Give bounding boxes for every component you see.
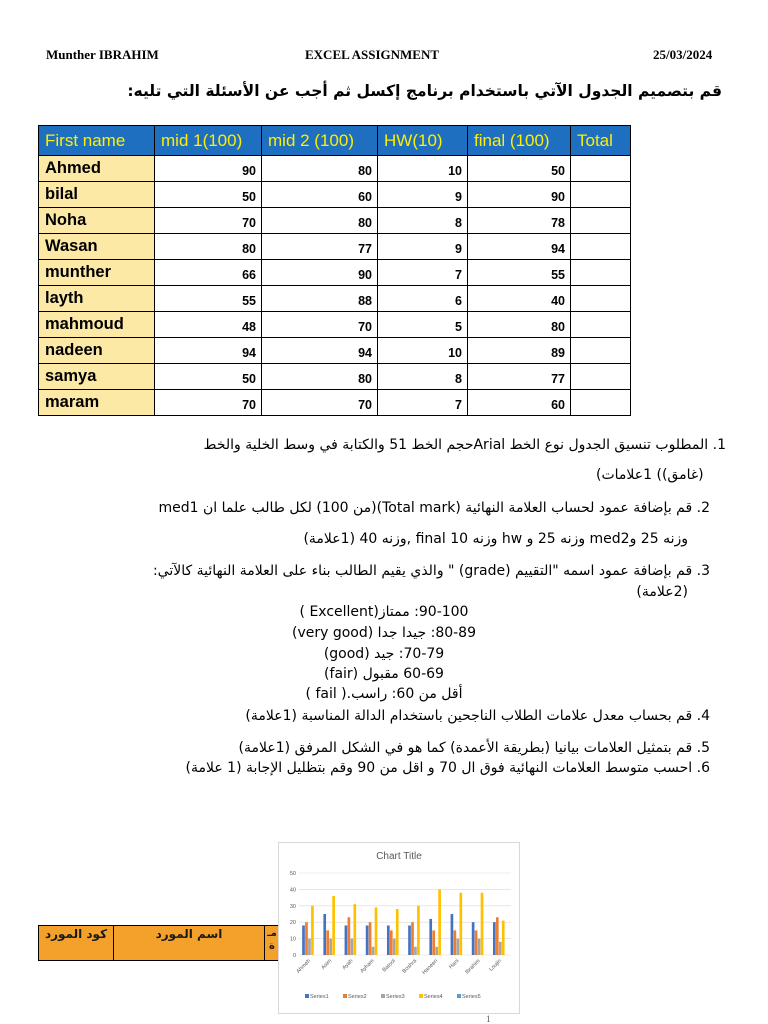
x-tick-label: Boshra	[401, 958, 419, 975]
bar	[459, 893, 462, 955]
mid1-cell: 94	[155, 338, 262, 364]
legend-entry: Series2	[348, 994, 367, 1000]
x-tick-label: Ayah	[341, 958, 355, 972]
final-cell: 60	[468, 390, 571, 416]
legend-swatch	[381, 994, 385, 998]
question-1-line-2	[46, 467, 726, 487]
bar	[481, 893, 484, 955]
mid2-cell: 80	[262, 208, 378, 234]
bar	[472, 922, 475, 955]
bar	[390, 930, 393, 955]
total-cell	[571, 182, 631, 208]
name-cell: mahmoud	[39, 312, 155, 338]
x-tick-label: Ibrahim	[464, 958, 482, 976]
mid2-cell: 70	[262, 390, 378, 416]
question-5: 5. قم بتمثيل العلامات بيانيا (بطريقة الأعمدة) كما هو في الشكل المرفق (1علامة)	[238, 740, 710, 756]
x-tick-label: Hani	[448, 958, 461, 971]
bar	[502, 921, 505, 955]
legend-entry: Series4	[424, 994, 443, 1000]
mid2-cell: 94	[262, 338, 378, 364]
y-tick-label: 10	[289, 936, 296, 943]
question-6: 6. احسب متوسط العلامات النهائية فوق ال 70 و اقل من 90 وقم بتظليل الإجابة (1 علامة)	[185, 760, 710, 776]
bar	[499, 942, 502, 955]
bar	[302, 925, 305, 955]
hw-cell: 9	[378, 182, 468, 208]
mid2-cell: 80	[262, 364, 378, 390]
legend-swatch	[457, 994, 461, 998]
legend-swatch	[305, 994, 309, 998]
total-cell	[571, 338, 631, 364]
col-header: final (100)	[468, 126, 571, 156]
bar	[345, 925, 348, 955]
legend-entry: Series1	[310, 994, 329, 1000]
bar	[311, 906, 314, 955]
bar	[411, 922, 414, 955]
hw-cell: 8	[378, 364, 468, 390]
final-cell: 50	[468, 156, 571, 182]
table-row	[39, 286, 631, 312]
total-cell	[571, 312, 631, 338]
table-row	[39, 208, 631, 234]
mid1-cell: 50	[155, 364, 262, 390]
name-cell: samya	[39, 364, 155, 390]
bar	[417, 906, 420, 955]
question-1-marks: (غامق)) 1علامات)	[596, 467, 704, 483]
page-title: قم بتصميم الجدول الآتي باستخدام برنامج إكسل ثم أجب عن الأسئلة التي تليه:	[127, 82, 722, 100]
grade-scale-item: 60-69 مقبول (fair)	[324, 666, 444, 682]
grade-scale-item: 90-100: ممتاز(Excellent )	[299, 604, 469, 620]
bar	[353, 904, 356, 955]
mid2-cell: 77	[262, 234, 378, 260]
final-cell: 78	[468, 208, 571, 234]
final-cell: 40	[468, 286, 571, 312]
table-row	[39, 234, 631, 260]
question-4: 4. قم بحساب معدل علامات الطلاب الناجحين باستخدام الدالة المناسبة (1علامة)	[245, 708, 710, 724]
table-row	[39, 156, 631, 182]
mid2-cell: 88	[262, 286, 378, 312]
bar	[369, 922, 372, 955]
x-tick-label: Asim	[320, 958, 334, 972]
supplier-code-header: كود المورد	[39, 926, 114, 961]
bar	[305, 922, 308, 955]
x-tick-label: Loujin	[488, 958, 503, 973]
legend-entry: Series3	[386, 994, 405, 1000]
table-header-row	[39, 126, 631, 156]
x-tick-label: Haneen	[421, 958, 440, 977]
hw-cell: 5	[378, 312, 468, 338]
final-cell: 94	[468, 234, 571, 260]
mid2-cell: 80	[262, 156, 378, 182]
bar-chart	[279, 843, 519, 1013]
name-cell: bilal	[39, 182, 155, 208]
bar	[496, 917, 499, 955]
col-header: HW(10)	[378, 126, 468, 156]
bar	[375, 907, 378, 955]
x-tick-label: Ahmeh	[295, 958, 313, 975]
y-tick-label: 40	[289, 887, 296, 894]
mid1-cell: 80	[155, 234, 262, 260]
question-2-line-1: 2. قم بإضافة عمود لحساب العلامة النهائية (Total mark)(من 100) لكل طالب علما ان med1	[158, 500, 710, 516]
total-cell	[571, 286, 631, 312]
hw-cell: 10	[378, 156, 468, 182]
bar	[451, 914, 454, 955]
mid1-cell: 50	[155, 182, 262, 208]
question-3-line-1: 3. قم بإضافة عمود اسمه "التقييم (grade) " والذي يقيم الطالب بناء على العلامة النهائية كالآتي:	[152, 563, 710, 579]
name-cell: Ahmed	[39, 156, 155, 182]
bar	[348, 917, 351, 955]
hw-cell: 6	[378, 286, 468, 312]
name-cell: Wasan	[39, 234, 155, 260]
question-3-line-2: (2علامة)	[636, 584, 688, 600]
bar	[396, 909, 399, 955]
question-2-line-2: وزنه 25 وmed2 وزنه 25 و hw وزنه 10 final ,وزنه 40 (1علامة)	[303, 531, 688, 547]
legend-entry: Series5	[462, 994, 481, 1000]
bar	[435, 947, 438, 955]
bar	[372, 947, 375, 955]
col-header: mid 1(100)	[155, 126, 262, 156]
table-row	[39, 182, 631, 208]
total-cell	[571, 364, 631, 390]
col-header: mid 2 (100)	[262, 126, 378, 156]
x-tick-label: Batool	[381, 958, 397, 974]
page-number: 1	[486, 1014, 491, 1024]
final-cell: 80	[468, 312, 571, 338]
bar	[432, 930, 435, 955]
assignment-date: 25/03/2024	[653, 47, 713, 62]
mid2-cell: 60	[262, 182, 378, 208]
mid1-cell: 70	[155, 208, 262, 234]
final-cell: 89	[468, 338, 571, 364]
question-1-line-1: 1. المطلوب تنسيق الجدول نوع الخط Arialحجم الخط 51 والكتابة في وسط الخلية والخط	[203, 437, 726, 453]
bar	[323, 914, 326, 955]
bar	[326, 930, 329, 955]
mid2-cell: 90	[262, 260, 378, 286]
bar	[308, 939, 311, 955]
mid1-cell: 70	[155, 390, 262, 416]
grade-scale-item: 70-79: جيد (good)	[323, 646, 445, 662]
bar	[454, 930, 457, 955]
supplier-name-header: اسم المورد	[114, 926, 265, 961]
mid1-cell: 48	[155, 312, 262, 338]
grade-scale-item: 80-89: جيدا جدا (very good)	[292, 625, 476, 641]
legend-swatch	[419, 994, 423, 998]
bar	[438, 889, 441, 955]
author-name: Munther IBRAHIM	[46, 47, 159, 62]
name-cell: Noha	[39, 208, 155, 234]
name-cell: nadeen	[39, 338, 155, 364]
table-row	[39, 260, 631, 286]
chart-title: Chart Title	[376, 851, 422, 862]
bar	[493, 922, 496, 955]
name-cell: munther	[39, 260, 155, 286]
bar	[393, 939, 396, 955]
bar	[478, 939, 481, 955]
x-tick-label: Ayham	[359, 958, 376, 975]
chart-image	[278, 842, 520, 1014]
bar	[408, 925, 411, 955]
supplier-table	[38, 925, 280, 961]
bar	[332, 896, 335, 955]
total-cell	[571, 390, 631, 416]
hw-cell: 7	[378, 260, 468, 286]
grades-table	[38, 125, 631, 416]
hw-cell: 10	[378, 338, 468, 364]
bar	[414, 947, 417, 955]
bar	[457, 939, 460, 955]
table-row	[39, 390, 631, 416]
table-row	[39, 312, 631, 338]
bar	[387, 925, 390, 955]
name-cell: layth	[39, 286, 155, 312]
bar	[366, 925, 369, 955]
assignment-title: EXCEL ASSIGNMENT	[305, 47, 440, 62]
hw-cell: 9	[378, 234, 468, 260]
y-tick-label: 30	[289, 903, 296, 910]
col-header: First name	[39, 126, 155, 156]
col-header: Total	[571, 126, 631, 156]
name-cell: maram	[39, 390, 155, 416]
mid1-cell: 90	[155, 156, 262, 182]
hw-cell: 8	[378, 208, 468, 234]
mid1-cell: 55	[155, 286, 262, 312]
y-tick-label: 50	[289, 871, 296, 877]
final-cell: 90	[468, 182, 571, 208]
mid1-cell: 66	[155, 260, 262, 286]
bar	[429, 919, 432, 955]
table-row	[39, 364, 631, 390]
total-cell	[571, 260, 631, 286]
table-row	[39, 338, 631, 364]
mid2-cell: 70	[262, 312, 378, 338]
legend-swatch	[343, 994, 347, 998]
final-cell: 77	[468, 364, 571, 390]
total-cell	[571, 234, 631, 260]
final-cell: 55	[468, 260, 571, 286]
y-tick-label: 20	[289, 920, 296, 927]
bar	[475, 930, 478, 955]
y-tick-label: 0	[292, 953, 296, 959]
supplier-third-header: مـ ة	[265, 926, 280, 961]
bar	[329, 939, 332, 955]
grade-scale-item: أقل من 60: راسب.( fail )	[305, 686, 463, 702]
total-cell	[571, 208, 631, 234]
total-cell	[571, 156, 631, 182]
bar	[351, 939, 354, 955]
hw-cell: 7	[378, 390, 468, 416]
